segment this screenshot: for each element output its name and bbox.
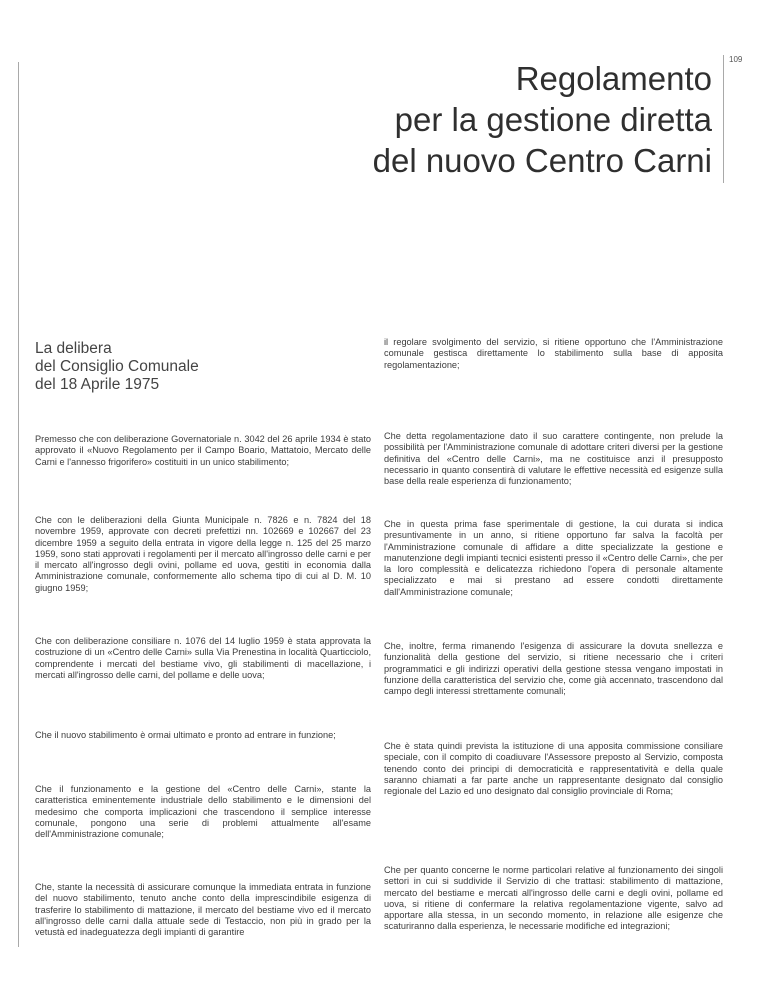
left-paragraph-3: Che con deliberazione consiliare n. 1076 del 14 luglio 1959 è stata approvata la costruzione di un «Centro delle Carni» sulla Via Prenestina in località Quarticciolo, comprendente i mercati del bestiame vivo, gli stabilimenti di macellazione, i mercati all'ingrosso delle carni, del pollame e delle uova;: [35, 636, 371, 680]
section-subheading: [35, 340, 199, 394]
left-paragraph-6: Che, stante la necessità di assicurare comunque la immediata entrata in funzione del nuovo stabilimento, tenuto anche conto della imprescindibile esigenza di trasferire lo stabilimento di mattazione, il mercato del bestiame vivo ed il mercato all'ingrosso delle carni dalla attuale sede di Testaccio, non più in grado per la vetustà ed inadeguatezza degli impianti di garantire: [35, 882, 371, 938]
subheading-line: del 18 Aprile 1975: [35, 376, 160, 393]
subheading-line: del Consiglio Comunale: [35, 358, 199, 375]
left-paragraph-5: Che il funzionamento e la gestione del «Centro delle Carni», stante la caratteristica eminentemente industriale dello stabilimento e le dimensioni del medesimo che comporta implicazioni che trascendono il semplice interesse comunale, pongono una serie di problemi attualmente all'esame dell'Amministrazione comunale;: [35, 784, 371, 840]
right-paragraph-3: Che in questa prima fase sperimentale di gestione, la cui durata si indica presuntivamente in un anno, si ritiene opportuno far salva la facoltà per l'Amministrazione comunale di affidare a ditte specializzate la gestione e manutenzione degli impianti tecnici esistenti presso il «Centro delle Carni», che per la loro complessità e delicatezza richiedono l'opera di personale altamente specializzato e mai si prestano ad essere condotti direttamente dall'Amministrazione comunale;: [384, 519, 723, 597]
title-line: Regolamento: [515, 60, 712, 97]
right-paragraph-4: Che, inoltre, ferma rimanendo l'esigenza di assicurare la dovuta snellezza e funzionalità della gestione del servizio, si ritiene necessario che i criteri programmatici e gli indirizzi operativi della gestione stessa vengano impostati in funzione della caratteristica del servizio che, come già accennato, trascendono dal campo degli interessi strettamente comunali;: [384, 641, 723, 697]
left-paragraph-4: Che il nuovo stabilimento è ormai ultimato e pronto ad entrare in funzione;: [35, 730, 336, 740]
title-side-rule: [723, 55, 724, 183]
left-paragraph-1: Premesso che con deliberazione Governatoriale n. 3042 del 26 aprile 1934 è stato approvato il «Nuovo Regolamento per il Campo Boario, Mattatoio, Mercato delle Carni e l'annesso frigorifero» costituiti in un unico stabilimento;: [35, 434, 371, 467]
subheading-line: La delibera: [35, 340, 112, 357]
right-paragraph-2: Che detta regolamentazione dato il suo carattere contingente, non prelude la possibilità per l'Amministrazione comunale di adottare criteri diversi per la gestione definitiva del «Centro delle Carni», ma ne costituisce anzi il presupposto necessario in quanto consentirà di valutare le effettive necessità ed esigenze sulla base della reale esperienza di funzionamento;: [384, 431, 723, 487]
right-paragraph-5: Che è stata quindi prevista la istituzione di una apposita commissione consiliare speciale, con il compito di coadiuvare l'Assessore preposto al Servizio, composta tenendo conto dei principi di democraticità e rappresentatività e della quale saranno chiamati a far parte anche un rappresentante designato dal consiglio regionale del Lazio ed uno designato dal consiglio provinciale di Roma;: [384, 741, 723, 797]
left-margin-rule: [18, 62, 19, 947]
left-paragraph-2: Che con le deliberazioni della Giunta Municipale n. 7826 e n. 7824 del 18 novembre 1959, approvate con decreti prefettizi nn. 102669 e 102667 del 23 dicembre 1959 a seguito della entrata in vigore della legge n. 125 del 25 marzo 1959, sono stati approvati i regolamenti per il mercato all'ingrosso delle carni e per il mercato all'ingrosso degli ovini, pollame ed uova, gestiti in economia dalla Amministrazione comunale, conformemente allo schema tipo di cui al D. M. 10 giugno 1959;: [35, 515, 371, 593]
title-line: per la gestione diretta: [394, 101, 712, 138]
page-title: [373, 58, 712, 181]
title-line: del nuovo Centro Carni: [372, 142, 712, 179]
page-number: 109: [729, 55, 743, 64]
right-paragraph-6: Che per quanto concerne le norme particolari relative al funzionamento dei singoli settori in cui si suddivide il Servizio di che trattasi: stabilimento di mattazione, mercato del bestiame e mercati all'ingrosso delle carni e degli ovini, pollame ed uova, si ritiene di confermare la relativa regolamentazione vigente, salvo ad apportare alla stessa, in un secondo momento, in relazione alle esigenze che scaturiranno dalla esperienza, le necessarie modifiche ed integrazioni;: [384, 865, 723, 932]
right-paragraph-1: il regolare svolgimento del servizio, si ritiene opportuno che l'Amministrazione comunale gestisca direttamente lo stabilimento sulla base di apposita regolamentazione;: [384, 337, 723, 370]
